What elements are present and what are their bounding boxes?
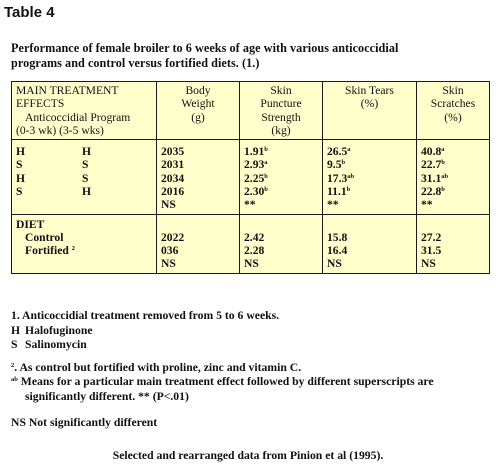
superscript: b [264, 146, 268, 154]
program-code: S [16, 185, 23, 199]
body-weight-header [157, 82, 240, 140]
footnote-text: significantly different. ** (P<.01) [25, 389, 189, 403]
diet-tears-cell [323, 214, 417, 273]
footnote-text: Halofuginone [25, 323, 93, 337]
skin-tears-cell [323, 140, 417, 214]
caption-line: Performance of female broiler to 6 weeks of age with various anticoccidial [11, 41, 399, 55]
footnote-text: Means for a particular main treatment effect followed by different superscripts are [17, 375, 434, 389]
header-text: Body [185, 84, 211, 97]
program-code: S [82, 158, 89, 172]
footnote-text: . As control but fortified with proline, zinc and vitamin C. [14, 360, 302, 374]
superscript: a [347, 146, 351, 154]
header-text: (0-3 wk) (3-5 wks) [16, 123, 104, 137]
significance: NS [161, 257, 176, 271]
program-code: H [16, 145, 26, 159]
footnote-symbol: H [11, 323, 21, 337]
diet-body-weight-cell [157, 214, 240, 273]
program-pair [16, 158, 152, 171]
value-number: 2.93 [244, 158, 265, 172]
value: 31.5 [421, 243, 442, 257]
value [421, 158, 485, 171]
header-text: (g) [191, 110, 205, 124]
program-code: H [16, 171, 26, 185]
value-number: 40.8 [421, 145, 442, 159]
header-text: MAIN TREATMENT [16, 84, 119, 97]
source-citation: Selected and rearranged data from Pinion et al (1995). [112, 449, 384, 462]
value-number: 9.5 [327, 158, 342, 172]
value [244, 185, 318, 198]
program-pair [16, 145, 152, 158]
header-text: (%) [360, 97, 379, 111]
header-text: Skin Tears [345, 84, 394, 97]
footnote-superscripts [11, 375, 491, 390]
value: 2022 [161, 230, 185, 244]
value: 2031 [161, 158, 185, 172]
value [244, 145, 318, 158]
superscript: b [441, 159, 445, 167]
diet-name [16, 244, 152, 257]
program-code: S [16, 158, 23, 172]
significance: NS [244, 257, 259, 271]
program-data-row [12, 140, 490, 214]
value: 27.2 [421, 230, 442, 244]
performance-table [11, 81, 490, 274]
program-code: H [82, 145, 92, 159]
value: 2.28 [244, 243, 265, 257]
header-text: Skin [442, 84, 464, 97]
value: 036 [161, 243, 179, 257]
header-text: (kg) [271, 123, 291, 137]
diet-name: Control [25, 230, 64, 244]
value: 2.42 [244, 230, 265, 244]
superscript: 2 [71, 245, 75, 253]
table-title: Table 4 [4, 4, 55, 21]
program-code: S [82, 171, 89, 185]
skin-scratches-cell [417, 140, 490, 214]
superscript: ab [347, 172, 355, 180]
skin-scratches-header [417, 82, 490, 140]
program-cell [12, 140, 157, 214]
value: 2034 [161, 171, 185, 185]
value [327, 185, 412, 198]
header-text: EFFECTS [16, 97, 65, 111]
footnote-ns: NS Not significantly different [11, 415, 158, 429]
footnote-salinomycin [11, 338, 491, 353]
diet-label-cell [12, 214, 157, 273]
superscript: b [264, 186, 268, 194]
skin-tears-header [323, 82, 417, 140]
value: 2016 [161, 185, 185, 199]
significance: ** [327, 198, 339, 212]
value [327, 158, 412, 171]
diet-puncture-cell [240, 214, 323, 273]
body-weight-cell [157, 140, 240, 214]
footnote-symbol: ab [11, 376, 18, 384]
header-text: Scratches [430, 97, 476, 111]
superscript: a [264, 159, 268, 167]
header-text: Weight [181, 97, 215, 111]
footnote-text: Salinomycin [25, 338, 87, 352]
value: 15.8 [327, 230, 348, 244]
value-number: 2.25 [244, 171, 265, 185]
header-text: Puncture [260, 97, 302, 111]
value [244, 158, 318, 171]
superscript: a [441, 146, 445, 154]
skin-puncture-header [240, 82, 323, 140]
value: 2035 [161, 145, 185, 159]
footnote-1: 1. Anticoccidial treatment removed from 5 to 6 weeks. [11, 309, 280, 322]
footnote-halofuginone [11, 324, 491, 339]
value: 16.4 [327, 243, 348, 257]
diet-data-row [12, 214, 490, 273]
value-number: 17.3 [327, 171, 348, 185]
superscript: b [441, 186, 445, 194]
value [244, 172, 318, 185]
significance: NS [161, 198, 176, 212]
program-pair [16, 172, 152, 185]
value-number: 1.91 [244, 145, 265, 159]
superscript: ab [441, 172, 449, 180]
footnote-symbol: 2 [11, 361, 15, 369]
skin-puncture-cell [240, 140, 323, 214]
caption-line: programs and control versus fortified diets. (1.) [11, 56, 260, 70]
program-pair [16, 185, 152, 198]
header-row [12, 82, 490, 140]
value [327, 172, 412, 185]
significance: ** [244, 198, 256, 212]
significance: ** [421, 198, 433, 212]
value [421, 145, 485, 158]
header-text: Strength [261, 110, 301, 124]
superscript: b [346, 186, 351, 194]
diet-name-text: Fortified [25, 244, 69, 258]
header-text: Skin [270, 84, 292, 97]
significance: NS [421, 257, 436, 271]
value-number: 2.30 [244, 185, 265, 199]
superscript: b [341, 159, 346, 167]
table-caption [11, 41, 491, 71]
value-number: 22.7 [421, 158, 442, 172]
value-number: 11.1 [327, 185, 347, 199]
value-number: 22.8 [421, 185, 442, 199]
header-text: (%) [444, 110, 462, 124]
value-number: 26.5 [327, 145, 348, 159]
diet-scratches-cell [417, 214, 490, 273]
treatment-header [12, 82, 157, 140]
footnotes [11, 309, 491, 430]
significance: NS [327, 257, 342, 271]
diet-label: DIET [16, 217, 45, 231]
superscript: b [264, 172, 268, 180]
header-text: Anticoccidial Program [25, 110, 131, 124]
program-code: H [82, 185, 92, 199]
value-number: 31.1 [421, 171, 442, 185]
value [327, 145, 412, 158]
footnote-symbol: S [11, 338, 18, 352]
value [421, 185, 485, 198]
footnote-2 [11, 361, 491, 376]
value [421, 172, 485, 185]
